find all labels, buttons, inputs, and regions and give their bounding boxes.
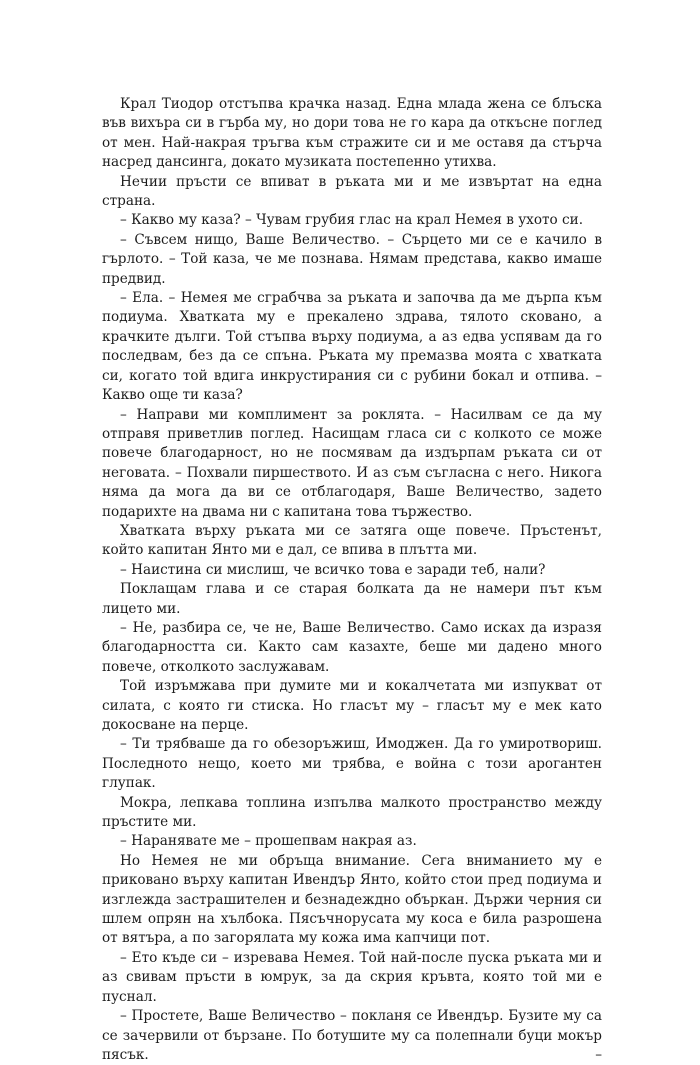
paragraph-12: – Ти трябваше да го обезоръжиш, Имоджен. Да го умиротвориш. Последното нещо, което ми трябва, е война с този арогантен глупак.	[102, 736, 602, 792]
paragraph-4: – Съвсем нищо, Ваше Величество. – Сърцето ми се е качило в гърлото. – Той каза, че ме познава. Нямам представа, какво имаше предвид.	[102, 231, 602, 287]
paragraph-10: – Не, разбира се, че не, Ваше Величество. Само исках да изразя благодарността си. Както сам казахте, беше ми дадено много повече, отколкото заслужавам.	[102, 619, 602, 675]
paragraph-8: – Наистина си мислиш, че всичко това е заради теб, нали?	[120, 561, 546, 578]
paragraph-15: Но Немея не ми обръща внимание. Сега вниманието му е приковано върху капитан Ивендър Янто, който стои пред подиума и изглежда застрашителен и безнадеждно объркан. Държи черния си шлем опрян на хълбока. Пясъчнорусата му коса е била разрошена от вятъра, а по загорялата му кожа има капчици пот.	[102, 852, 602, 947]
paragraph-3: – Какво му каза? – Чувам грубия глас на крал Немея в ухото си.	[120, 212, 584, 229]
paragraph-11: Той изръмжава при думите ми и кокалчетата ми изпукват от силата, с която ги стиска. Но гласът му – гласът му е мек като докосване на перце.	[102, 678, 602, 733]
paragraph-17: – Простете, Ваше Величество – покланя се Ивендър. Бузите му са се зачервили от бързане. По ботушите му са полепнали буци мокър пясък. –	[102, 1008, 602, 1063]
paragraph-5: – Ела. – Немея ме сграбчва за ръката и започва да ме дърпа към подиума. Хватката му е прекалено здрава, тялото сковано, а крачките дълги. Той стъпва върху подиума, а аз едва успявам да го последвам, без да се спъна. Ръката му премазва моята с хватката си, когато той вдига инкрустирания си с рубини бокал и отпива. – Какво още ти каза?	[102, 290, 602, 404]
paragraph-14: – Наранявате ме – прошепвам накрая аз.	[120, 833, 417, 850]
paragraph-16: – Ето къде си – изревава Немея. Той най-после пуска ръката ми и аз свивам пръсти в юмрук, за да скрия кръвта, която той ми е пуснал.	[102, 949, 602, 1005]
paragraph-2: Нечии пръсти се впиват в ръката ми и ме извъртат на една страна.	[102, 173, 602, 210]
paragraph-13: Мокра, лепкава топлина изпълва малкото пространство между пръстите ми.	[102, 794, 602, 831]
paragraph-1: Крал Тиодор отстъпва крачка назад. Една млада жена се блъска във вихъра си в гърба му, но дори това не го кара да откъсне поглед от мен. Най-накрая тръгва към стражите си и ме оставя да стърча насред дансинга, докато музиката постепенно утихва.	[102, 96, 602, 171]
paragraph-7: Хватката върху ръката ми се затяга още повече. Пръстенът, който капитан Янто ми е дал, се впива в плътта ми.	[102, 522, 602, 559]
page-text	[102, 95, 602, 1065]
paragraph-6: – Направи ми комплимент за роклята. – Насилвам се да му отправя приветлив поглед. Насищам гласа си с колкото се може повече благодарност, но не посмявам да издърпам ръката си от неговата. – Похвали пиршеството. И аз съм съгласна с него. Никога няма да мога да ви се отблагодаря, Ваше Величество, задето подарихте на двама ни с капитана това тържество.	[102, 406, 602, 520]
paragraph-9: Поклащам глава и се старая болката да не намери път към лицето ми.	[102, 581, 602, 617]
